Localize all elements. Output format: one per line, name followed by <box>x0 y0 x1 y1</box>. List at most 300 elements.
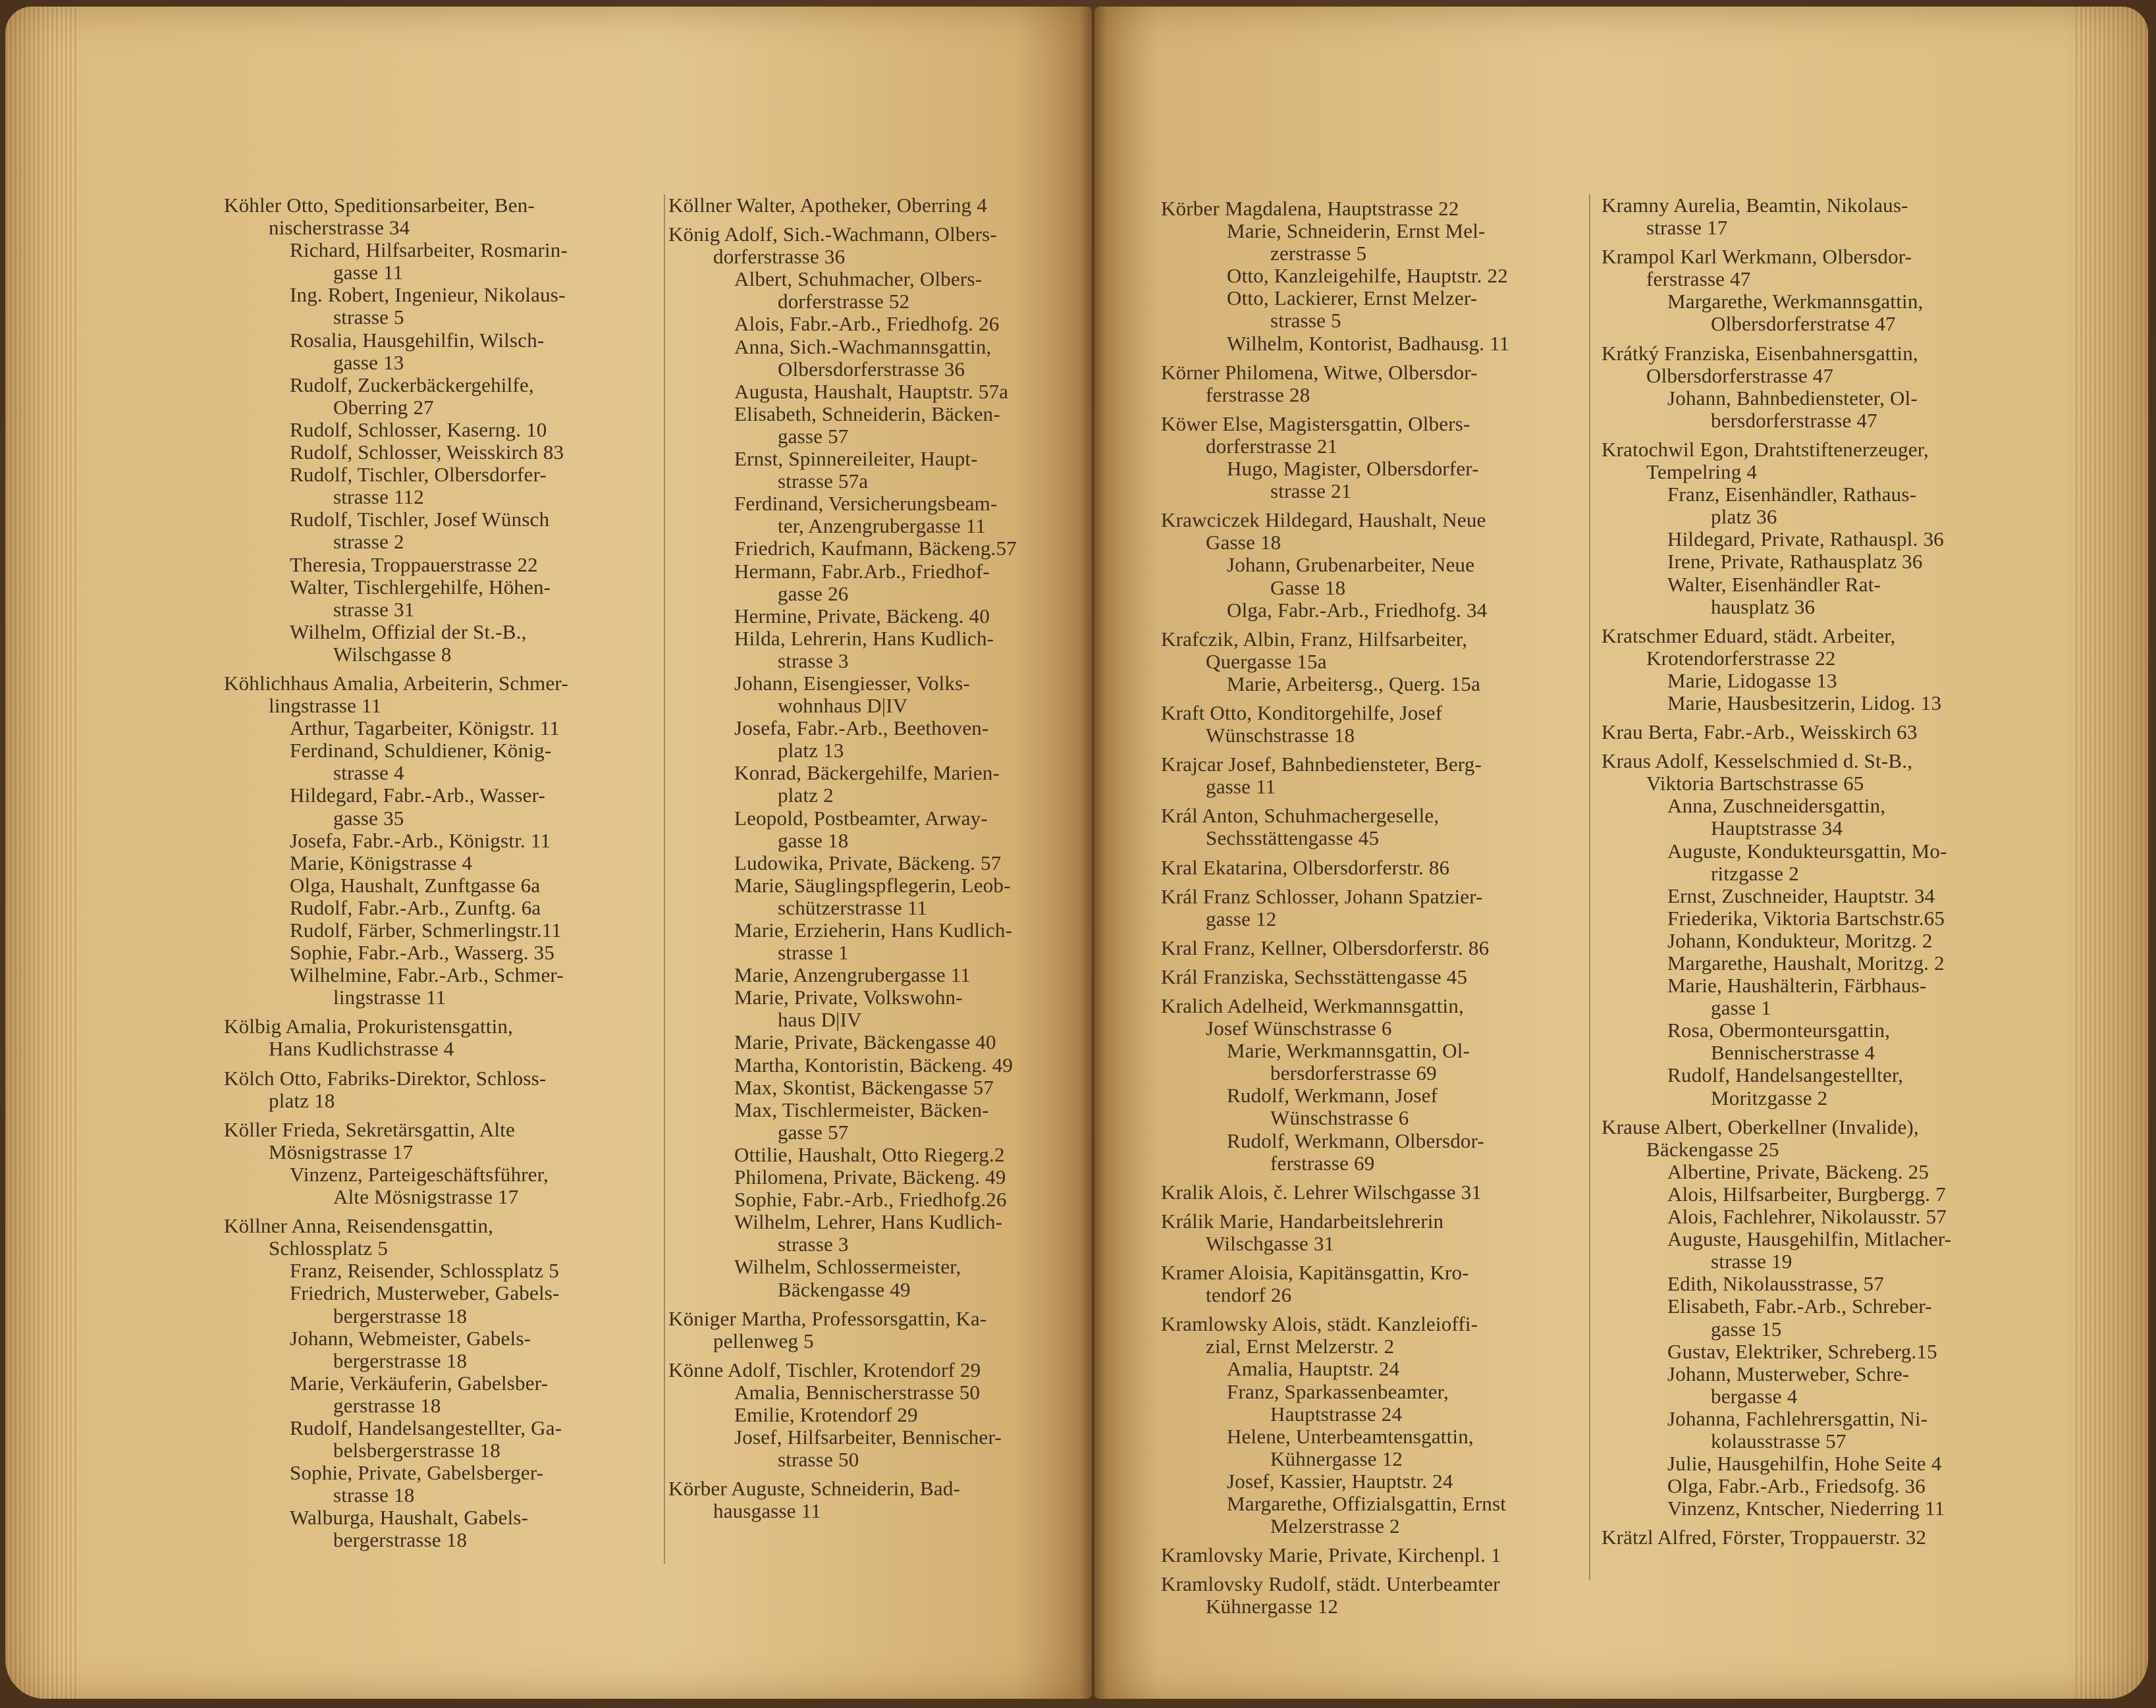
entry-line: Amalia, Hauptstr. 24 <box>1227 1357 1400 1381</box>
entry-continuation: strasse 2 <box>333 530 404 554</box>
entry-line: Anna, Zuschneidersgattin, <box>1667 794 1886 818</box>
entry-line: Josef, Hilfsarbeiter, Bennischer- <box>734 1426 1002 1449</box>
entry-line: Král Anton, Schuhmachergeselle, <box>1161 804 1440 828</box>
directory-entry <box>1602 1341 2030 1363</box>
entry-line: Hermann, Fabr.Arb., Friedhof- <box>734 559 990 583</box>
entry-continuation: platz 2 <box>778 784 834 807</box>
entry-continuation: platz 13 <box>778 739 844 762</box>
directory-entry <box>224 1163 645 1208</box>
directory-entry <box>1161 886 1582 930</box>
entry-line: Köhlichhaus Amalia, Arbeiterin, Schmer- <box>224 671 568 695</box>
directory-entry <box>224 1260 645 1282</box>
entry-line: Kral Ekatarina, Olbersdorferstr. 86 <box>1161 855 1450 879</box>
directory-entry <box>668 762 1077 807</box>
entry-continuation: Melzerstrasse 2 <box>1270 1514 1400 1538</box>
directory-entry <box>668 1359 1077 1381</box>
directory-entry <box>224 1215 645 1260</box>
entry-continuation: Wilschgasse 8 <box>333 642 452 666</box>
entry-continuation: lingstrasse 11 <box>333 986 446 1009</box>
entry-continuation: haus D|IV <box>778 1008 862 1032</box>
entry-continuation: strasse 50 <box>778 1448 859 1472</box>
entry-continuation: Bäckengasse 25 <box>1646 1137 1779 1161</box>
entry-line: Könne Adolf, Tischler, Krotendorf 29 <box>668 1358 981 1381</box>
directory-entry <box>224 464 645 508</box>
directory-entry <box>668 1166 1077 1188</box>
entry-line: Walburga, Haushalt, Gabels- <box>290 1506 529 1530</box>
entry-line: Margarethe, Offizialsgattin, Ernst <box>1227 1491 1507 1515</box>
entry-line: Kramlowsky Alois, städt. Kanzleioffi- <box>1161 1312 1478 1336</box>
directory-entry <box>1602 721 2030 743</box>
entry-line: Marie, Haushälterin, Färbhaus- <box>1667 974 1927 998</box>
entry-continuation: Olbersdorferstratse 47 <box>1711 312 1896 336</box>
entry-line: Johanna, Fachlehrersgattin, Ni- <box>1667 1406 1928 1430</box>
entry-line: Johann, Bahnbediensteter, Ol- <box>1667 386 1918 410</box>
entry-continuation: strasse 17 <box>1646 216 1728 240</box>
directory-entry <box>1602 1161 2030 1183</box>
entry-continuation: kolausstrasse 57 <box>1711 1429 1846 1453</box>
entry-line: Richard, Hilfsarbeiter, Rosmarin- <box>290 238 568 262</box>
directory-entry <box>668 1256 1077 1300</box>
directory-entry <box>224 621 645 666</box>
column-rule-left <box>664 194 665 1564</box>
entry-continuation: strasse 112 <box>333 485 424 509</box>
entry-line: Krau Berta, Fabr.-Arb., Weisskirch 63 <box>1602 720 1918 744</box>
entry-line: Rudolf, Werkmann, Josef <box>1227 1084 1438 1108</box>
entry-line: Krampol Karl Werkmann, Olbersdor- <box>1602 245 1912 269</box>
book-gutter <box>1080 7 1106 1699</box>
entry-line: Margarethe, Haushalt, Moritzg. 2 <box>1667 951 1945 974</box>
directory-entry <box>668 1077 1077 1099</box>
entry-line: Josef, Kassier, Hauptstr. 24 <box>1227 1469 1453 1493</box>
entry-continuation: bersdorferstrasse 47 <box>1711 408 1877 432</box>
entry-line: Rudolf, Handelsangestellter, <box>1667 1063 1904 1087</box>
directory-entry <box>668 448 1077 493</box>
entry-line: Sophie, Fabr.-Arb., Wasserg. 35 <box>290 941 555 965</box>
entry-line: Max, Skontist, Bäckengasse 57 <box>734 1075 994 1099</box>
entry-line: Krajcar Josef, Bahnbediensteter, Berg- <box>1161 753 1482 776</box>
entry-line: Theresia, Troppauerstrasse 22 <box>290 552 538 576</box>
directory-entry <box>1602 1064 2030 1109</box>
directory-entry <box>1602 625 2030 670</box>
entry-line: Alois, Fachlehrer, Nikolausstr. 57 <box>1667 1205 1947 1229</box>
directory-entry <box>1602 439 2030 483</box>
directory-entry <box>1602 670 2030 692</box>
directory-entry <box>668 964 1077 986</box>
entry-continuation: Sechsstättengasse 45 <box>1206 826 1380 850</box>
entry-line: Ottilie, Haushalt, Otto Riegerg.2 <box>734 1142 1005 1166</box>
entry-continuation: gasse 11 <box>333 261 404 284</box>
directory-entry <box>1161 1084 1582 1129</box>
directory-entry <box>224 852 645 874</box>
entry-line: Olga, Haushalt, Zunftgasse 6a <box>290 873 541 897</box>
entry-line: Kralich Adelheid, Werkmannsgattin, <box>1161 994 1465 1017</box>
entry-continuation: bergerstrasse 18 <box>333 1528 468 1552</box>
entry-continuation: platz 36 <box>1711 505 1777 529</box>
entry-line: Martha, Kontoristin, Bäckeng. 49 <box>734 1053 1013 1077</box>
directory-entry <box>224 1327 645 1372</box>
entry-line: Johann, Musterweber, Schre- <box>1667 1362 1910 1385</box>
entry-continuation: Wilschgasse 31 <box>1206 1231 1335 1255</box>
entry-line: Rosalia, Hausgehilfin, Wilsch- <box>290 328 545 352</box>
entry-line: Rudolf, Handelsangestellter, Ga- <box>290 1416 562 1439</box>
entry-line: Král Franziska, Sechsstättengasse 45 <box>1161 965 1468 988</box>
entry-continuation: Wünschstrasse 18 <box>1206 724 1355 747</box>
entry-continuation: strasse 57a <box>778 469 869 493</box>
entry-continuation: zial, Ernst Melzerstr. 2 <box>1206 1335 1395 1358</box>
entry-line: Walter, Tischlergehilfe, Höhen- <box>290 575 551 599</box>
directory-entry <box>668 627 1077 672</box>
entry-line: Wilhelm, Kontorist, Badhausg. 11 <box>1227 331 1510 355</box>
entry-line: Marie, Schneiderin, Ernst Mel- <box>1227 219 1486 243</box>
directory-entry <box>1602 342 2030 387</box>
entry-continuation: strasse 21 <box>1270 479 1352 503</box>
entry-line: Ernst, Zuschneider, Hauptstr. 34 <box>1667 884 1935 907</box>
directory-entry <box>1161 333 1582 355</box>
directory-entry <box>224 329 645 374</box>
entry-line: Ferdinand, Schuldiener, König- <box>290 739 552 762</box>
directory-entry <box>1602 692 2030 714</box>
entry-line: Franz, Sparkassenbeamter, <box>1227 1379 1449 1403</box>
directory-column-1 <box>224 194 645 1552</box>
entry-line: Edith, Nikolausstrasse, 57 <box>1667 1272 1884 1296</box>
entry-line: Krause Albert, Oberkellner (Invalide), <box>1602 1115 1919 1138</box>
directory-entry <box>224 239 645 284</box>
directory-entry <box>668 1426 1077 1471</box>
entry-continuation: Josef Wünschstrasse 6 <box>1206 1017 1392 1040</box>
directory-entry <box>1161 937 1582 959</box>
entry-continuation: Mösnigstrasse 17 <box>269 1140 414 1163</box>
entry-continuation: Schlossplatz 5 <box>269 1237 389 1260</box>
directory-entry <box>668 336 1077 381</box>
directory-entry <box>1602 194 2030 239</box>
entry-continuation: Wünschstrasse 6 <box>1270 1106 1409 1130</box>
entry-continuation: nischerstrasse 34 <box>269 216 410 240</box>
entry-line: Amalia, Bennischerstrasse 50 <box>734 1380 981 1404</box>
entry-continuation: gasse 12 <box>1206 907 1277 930</box>
directory-entry <box>668 605 1077 627</box>
directory-entry <box>1161 966 1582 988</box>
entry-line: Friedrich, Musterweber, Gabels- <box>290 1281 560 1305</box>
entry-line: Rudolf, Tischler, Josef Wünsch <box>290 508 550 531</box>
entry-continuation: gasse 57 <box>778 1120 849 1144</box>
directory-entry <box>1161 1358 1582 1380</box>
entry-line: Marie, Hausbesitzerin, Lidog. 13 <box>1667 691 1942 714</box>
directory-entry <box>1161 413 1582 458</box>
entry-line: Ferdinand, Versicherungsbeam- <box>734 492 998 516</box>
directory-entry <box>668 717 1077 762</box>
entry-line: Rudolf, Schlosser, Weisskirch 83 <box>290 440 564 464</box>
entry-continuation: strasse 5 <box>1270 309 1341 333</box>
directory-entry <box>224 830 645 852</box>
entry-line: Köwer Else, Magistersgattin, Olbers- <box>1161 412 1470 435</box>
entry-line: Anna, Sich.-Wachmannsgattin, <box>734 334 992 358</box>
entry-line: Helene, Unterbeamtensgattin, <box>1227 1424 1474 1448</box>
entry-line: Gustav, Elektriker, Schreberg.15 <box>1667 1339 1937 1363</box>
entry-continuation: Bäckengasse 49 <box>778 1277 911 1301</box>
entry-continuation: Viktoria Bartschstrasse 65 <box>1646 772 1864 795</box>
directory-entry <box>668 1478 1077 1522</box>
entry-line: Albertine, Private, Bäckeng. 25 <box>1667 1160 1929 1183</box>
directory-entry <box>668 223 1077 268</box>
entry-continuation: gerstrasse 18 <box>333 1393 441 1417</box>
entry-continuation: hausplatz 36 <box>1711 595 1816 618</box>
entry-line: Auguste, Kondukteursgattin, Mo- <box>1667 839 1947 863</box>
page-edges-right <box>2076 7 2148 1699</box>
entry-line: Ludowika, Private, Bäckeng. 57 <box>734 851 1002 874</box>
directory-entry <box>224 1372 645 1417</box>
directory-entry <box>668 986 1077 1031</box>
entry-continuation: Bennischerstrasse 4 <box>1711 1041 1875 1065</box>
entry-line: Friederika, Viktoria Bartschstr.65 <box>1667 906 1945 930</box>
entry-continuation: strasse 3 <box>778 649 849 672</box>
entry-continuation: Kühnergasse 12 <box>1270 1447 1403 1470</box>
directory-entry <box>668 1404 1077 1426</box>
entry-continuation: strasse 1 <box>778 941 849 965</box>
directory-entry <box>1602 1363 2030 1408</box>
directory-entry <box>224 942 645 964</box>
directory-entry <box>1161 198 1582 220</box>
entry-continuation: tendorf 26 <box>1206 1283 1292 1307</box>
directory-entry <box>224 508 645 553</box>
directory-entry <box>224 1119 645 1163</box>
entry-line: Marie, Arbeitersg., Querg. 15a <box>1227 672 1481 695</box>
entry-line: Arthur, Tagarbeiter, Königstr. 11 <box>290 716 560 740</box>
entry-continuation: ter, Anzengrubergasse 11 <box>778 514 986 538</box>
entry-line: Sophie, Fabr.-Arb., Friedhofg.26 <box>734 1188 1007 1212</box>
entry-line: König Adolf, Sich.-Wachmann, Olbers- <box>668 223 997 246</box>
entry-continuation: gasse 18 <box>778 828 849 852</box>
directory-entry <box>224 717 645 739</box>
directory-entry <box>1161 1313 1582 1358</box>
entry-line: Elisabeth, Fabr.-Arb., Schreber- <box>1667 1294 1932 1318</box>
entry-continuation: Olbersdorferstrasse 47 <box>1646 363 1834 387</box>
directory-entry <box>224 784 645 829</box>
entry-continuation: ferstrasse 69 <box>1270 1151 1375 1175</box>
entry-continuation: dorferstrasse 52 <box>778 290 910 313</box>
directory-entry <box>224 554 645 576</box>
entry-line: Johann, Grubenarbeiter, Neue <box>1227 553 1475 577</box>
entry-continuation: bergerstrasse 18 <box>333 1348 468 1372</box>
directory-entry <box>1161 220 1582 265</box>
directory-entry <box>668 1381 1077 1404</box>
entry-line: Králik Marie, Handarbeitslehrerin <box>1161 1209 1444 1233</box>
entry-line: Vinzenz, Kntscher, Niederring 11 <box>1667 1497 1945 1520</box>
entry-continuation: dorferstrasse 36 <box>713 245 846 269</box>
entry-continuation: belsbergerstrasse 18 <box>333 1439 500 1462</box>
entry-continuation: ferstrasse 28 <box>1206 383 1310 406</box>
entry-line: Konrad, Bäckergehilfe, Marien- <box>734 761 1000 785</box>
entry-continuation: Moritzgasse 2 <box>1711 1086 1828 1109</box>
entry-continuation: Oberring 27 <box>333 395 434 419</box>
entry-continuation: Tempelring 4 <box>1646 460 1758 484</box>
directory-entry <box>1602 974 2030 1019</box>
entry-line: Krátký Franziska, Eisenbahnersgattin, <box>1602 341 1918 365</box>
directory-entry <box>1602 528 2030 550</box>
entry-line: Krätzl Alfred, Förster, Troppauerstr. 32 <box>1602 1526 1927 1549</box>
entry-continuation: Olbersdorferstrasse 36 <box>778 357 965 381</box>
entry-line: Kral Franz, Kellner, Olbersdorferstr. 86 <box>1161 936 1490 959</box>
entry-continuation: strasse 5 <box>333 306 404 329</box>
directory-entry <box>1602 246 2030 290</box>
entry-line: Marie, Königstrasse 4 <box>290 851 473 874</box>
directory-entry <box>224 419 645 441</box>
directory-entry <box>1161 1181 1582 1204</box>
entry-line: Max, Tischlermeister, Bäcken- <box>734 1098 989 1121</box>
entry-line: Otto, Kanzleigehilfe, Hauptstr. 22 <box>1227 264 1508 288</box>
entry-line: Wilhelm, Offizial der St.-B., <box>290 620 527 643</box>
entry-continuation: strasse 19 <box>1711 1250 1792 1273</box>
directory-entry <box>224 374 645 419</box>
entry-continuation: strasse 4 <box>333 761 404 785</box>
directory-entry <box>1602 1228 2030 1273</box>
directory-entry <box>224 1067 645 1112</box>
entry-continuation: lingstrasse 11 <box>269 694 382 718</box>
entry-continuation: Kühnergasse 12 <box>1206 1595 1339 1618</box>
directory-entry <box>1602 1408 2030 1453</box>
entry-line: Otto, Lackierer, Ernst Melzer- <box>1227 286 1478 310</box>
entry-line: Elisabeth, Schneiderin, Bäcken- <box>734 402 1000 425</box>
entry-line: Wilhelm, Lehrer, Hans Kudlich- <box>734 1210 1003 1234</box>
directory-entry <box>1602 795 2030 840</box>
entry-line: Hilda, Lehrerin, Hans Kudlich- <box>734 626 994 650</box>
directory-entry <box>1161 753 1582 798</box>
entry-line: Olga, Fabr.-Arb., Friedhofg. 34 <box>1227 598 1488 622</box>
directory-entry <box>668 1308 1077 1352</box>
directory-entry <box>1602 1273 2030 1295</box>
directory-entry <box>224 1015 645 1060</box>
directory-entry <box>1161 361 1582 406</box>
entry-line: Hildegard, Fabr.-Arb., Wasser- <box>290 784 545 807</box>
directory-entry <box>668 1099 1077 1144</box>
entry-line: Král Franz Schlosser, Johann Spatzier- <box>1161 884 1483 908</box>
directory-entry <box>224 964 645 1009</box>
entry-continuation: gasse 57 <box>778 424 849 448</box>
entry-continuation: strasse 31 <box>333 597 415 621</box>
directory-entry <box>1161 1573 1582 1618</box>
entry-line: Hugo, Magister, Olbersdorfer- <box>1227 457 1479 481</box>
directory-entry <box>224 441 645 464</box>
directory-entry <box>1602 387 2030 432</box>
directory-entry <box>668 919 1077 964</box>
entry-continuation: bergerstrasse 18 <box>333 1304 468 1327</box>
directory-entry <box>1161 673 1582 695</box>
directory-entry <box>668 1031 1077 1054</box>
directory-entry <box>668 672 1077 717</box>
entry-line: Marie, Lidogasse 13 <box>1667 668 1837 692</box>
directory-entry <box>1602 1206 2030 1228</box>
directory-entry <box>1602 1526 2030 1549</box>
entry-line: Emilie, Krotendorf 29 <box>734 1402 918 1426</box>
directory-entry <box>1602 907 2030 930</box>
directory-entry <box>224 739 645 784</box>
directory-entry <box>1161 265 1582 287</box>
entry-continuation: gasse 13 <box>333 350 404 374</box>
entry-line: Rudolf, Fabr.-Arb., Zunftg. 6a <box>290 895 541 919</box>
directory-column-3 <box>1161 198 1582 1618</box>
entry-line: Kramer Aloisia, Kapitänsgattin, Kro- <box>1161 1261 1469 1285</box>
entry-line: Johann, Eisengiesser, Volks- <box>734 671 970 695</box>
entry-line: Vinzenz, Parteigeschäftsführer, <box>290 1162 549 1186</box>
entry-line: Rudolf, Zuckerbäckergehilfe, <box>290 373 534 396</box>
entry-line: Ing. Robert, Ingenieur, Nikolaus- <box>290 283 566 307</box>
directory-entry <box>1161 1130 1582 1175</box>
entry-line: Rudolf, Färber, Schmerlingstr.11 <box>290 919 562 942</box>
entry-line: Irene, Private, Rathausplatz 36 <box>1667 550 1923 574</box>
directory-entry <box>1161 458 1582 502</box>
entry-line: Kraft Otto, Konditorgehilfe, Josef <box>1161 701 1443 724</box>
directory-entry <box>668 1144 1077 1166</box>
directory-entry <box>1161 628 1582 673</box>
directory-entry <box>668 313 1077 335</box>
entry-line: Rosa, Obermonteursgattin, <box>1667 1019 1891 1042</box>
entry-line: Ernst, Spinnereileiter, Haupt- <box>734 447 978 471</box>
entry-continuation: gasse 11 <box>1206 775 1276 799</box>
directory-entry <box>668 381 1077 403</box>
entry-line: Kratochwil Egon, Drahtstiftenerzeuger, <box>1602 437 1929 461</box>
entry-line: Johann, Webmeister, Gabels- <box>290 1326 531 1350</box>
entry-continuation: Gasse 18 <box>1206 531 1281 554</box>
entry-line: Johann, Kondukteur, Moritzg. 2 <box>1667 928 1933 952</box>
entry-line: Augusta, Haushalt, Hauptstr. 57a <box>734 379 1009 403</box>
directory-entry <box>224 1462 645 1507</box>
entry-line: Friedrich, Kaufmann, Bäckeng.57 <box>734 537 1017 560</box>
directory-entry <box>1602 1183 2030 1206</box>
entry-line: Kraus Adolf, Kesselschmied d. St-B., <box>1602 749 1913 773</box>
directory-entry <box>668 874 1077 919</box>
entry-line: Rudolf, Tischler, Olbersdorfer- <box>290 463 547 487</box>
directory-entry <box>1602 574 2030 618</box>
entry-line: Walter, Eisenhändler Rat- <box>1667 572 1881 596</box>
page-edges-left <box>5 7 78 1699</box>
entry-line: Kramny Aurelia, Beamtin, Nikolaus- <box>1602 194 1908 217</box>
entry-line: Sophie, Private, Gabelsberger- <box>290 1461 544 1485</box>
directory-entry <box>1602 1497 2030 1520</box>
directory-entry <box>224 897 645 919</box>
directory-entry <box>224 874 645 897</box>
entry-line: Krawciczek Hildegard, Haushalt, Neue <box>1161 508 1486 532</box>
directory-entry <box>1602 550 2030 573</box>
entry-line: Körber Auguste, Schneiderin, Bad- <box>668 1477 961 1501</box>
entry-continuation: bergasse 4 <box>1711 1384 1798 1408</box>
entry-line: Krafczik, Albin, Franz, Hilfsarbeiter, <box>1161 627 1468 651</box>
entry-line: Rudolf, Schlosser, Kaserng. 10 <box>290 417 547 441</box>
entry-line: Marie, Private, Bäckengasse 40 <box>734 1030 996 1054</box>
entry-continuation: pellenweg 5 <box>713 1329 814 1352</box>
directory-entry <box>1602 1116 2030 1161</box>
entry-line: Josefa, Fabr.-Arb., Beethoven- <box>734 716 989 740</box>
directory-entry <box>1602 930 2030 952</box>
directory-entry <box>668 268 1077 313</box>
entry-line: Körber Magdalena, Hauptstrasse 22 <box>1161 197 1459 220</box>
entry-line: Körner Philomena, Witwe, Olbersdor- <box>1161 360 1478 384</box>
entry-line: Franz, Reisender, Schlossplatz 5 <box>290 1259 559 1283</box>
directory-entry <box>1161 1470 1582 1493</box>
entry-line: Königer Martha, Professorsgattin, Ka- <box>668 1306 987 1330</box>
directory-entry <box>224 194 645 239</box>
directory-entry <box>1161 1493 1582 1537</box>
directory-entry <box>1161 1544 1582 1566</box>
entry-line: Julie, Hausgehilfin, Hohe Seite 4 <box>1667 1452 1942 1476</box>
entry-line: Köllner Anna, Reisendensgattin, <box>224 1214 494 1238</box>
directory-entry <box>668 537 1077 560</box>
directory-entry <box>1602 290 2030 335</box>
entry-line: Köller Frieda, Sekretärsgattin, Alte <box>224 1117 515 1141</box>
entry-continuation: ritzgasse 2 <box>1711 861 1799 885</box>
entry-line: Kralik Alois, č. Lehrer Wilschgasse 31 <box>1161 1180 1482 1204</box>
entry-continuation: zerstrasse 5 <box>1270 242 1367 265</box>
entry-continuation: dorferstrasse 21 <box>1206 434 1338 458</box>
entry-line: Alois, Fabr.-Arb., Friedhofg. 26 <box>734 312 1000 336</box>
